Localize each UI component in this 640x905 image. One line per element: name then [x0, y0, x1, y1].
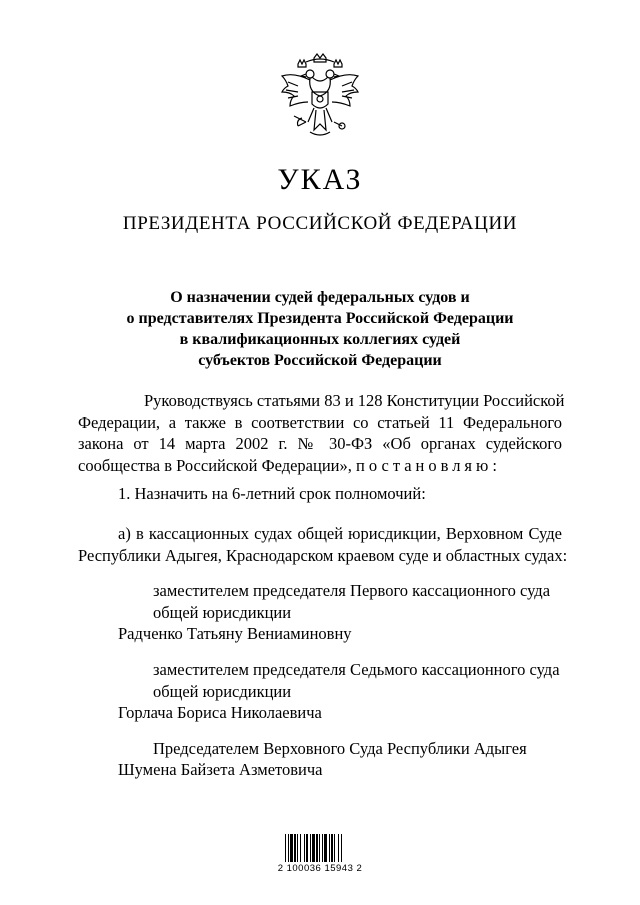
position-line: заместителем председателя Седьмого кассационного суда [153, 660, 560, 679]
document-subtitle: ПРЕЗИДЕНТА РОССИЙСКОЙ ФЕДЕРАЦИИ [122, 213, 518, 234]
document-title: УКАЗ [277, 163, 363, 196]
heading-line: в квалификационных коллегиях судей [179, 331, 461, 348]
heading-line: О назначении судей федеральных судов и [170, 289, 470, 306]
preamble-line [78, 455, 562, 477]
decree-verb: постановляю: [356, 455, 501, 475]
appointee-name: Шумена Байзета Азметовича [118, 760, 323, 779]
decree-heading [0, 287, 640, 371]
preamble-line-start: сообщества в Российской Федерации», [78, 455, 356, 475]
barcode-icon [283, 826, 359, 868]
preamble-line: Руководствуясь статьями 83 и 128 Конституции Российской [144, 391, 565, 410]
appointment-position [153, 580, 550, 623]
preamble-paragraph [78, 390, 565, 476]
position-line: общей юрисдикции [153, 681, 292, 701]
barcode-number: 2 100036 15943 2 [277, 863, 363, 874]
subitem-line: Республики Адыгея, Краснодарском краевом суде и областных судах: [78, 545, 568, 565]
appointee-name: Радченко Татьяну Вениаминовну [118, 624, 352, 643]
preamble-line: Федерации, а также в соответствии со статьей 11 Федерального [78, 412, 562, 432]
appointee-name: Горлача Бориса Николаевича [118, 703, 322, 722]
subitem-a [78, 523, 568, 566]
preamble-line: закона от 14 марта 2002 г. № 30-ФЗ «Об органах судейского [78, 434, 562, 453]
position-line: заместителем председателя Первого кассационного суда [153, 581, 551, 600]
heading-line: о представителях Президента Российской Федерации [126, 310, 514, 327]
subitem-line: а) в кассационных судах общей юрисдикции, Верховном Суде [118, 524, 562, 543]
appointment-position [153, 659, 560, 702]
heading-line: субъектов Российской Федерации [198, 352, 442, 369]
coat-of-arms-icon [276, 52, 364, 152]
position-line: общей юрисдикции [153, 602, 292, 622]
item-1: 1. Назначить на 6-летний срок полномочий: [118, 484, 426, 503]
appointment-position: Председателем Верховного Суда Республики Адыгея [153, 739, 527, 758]
